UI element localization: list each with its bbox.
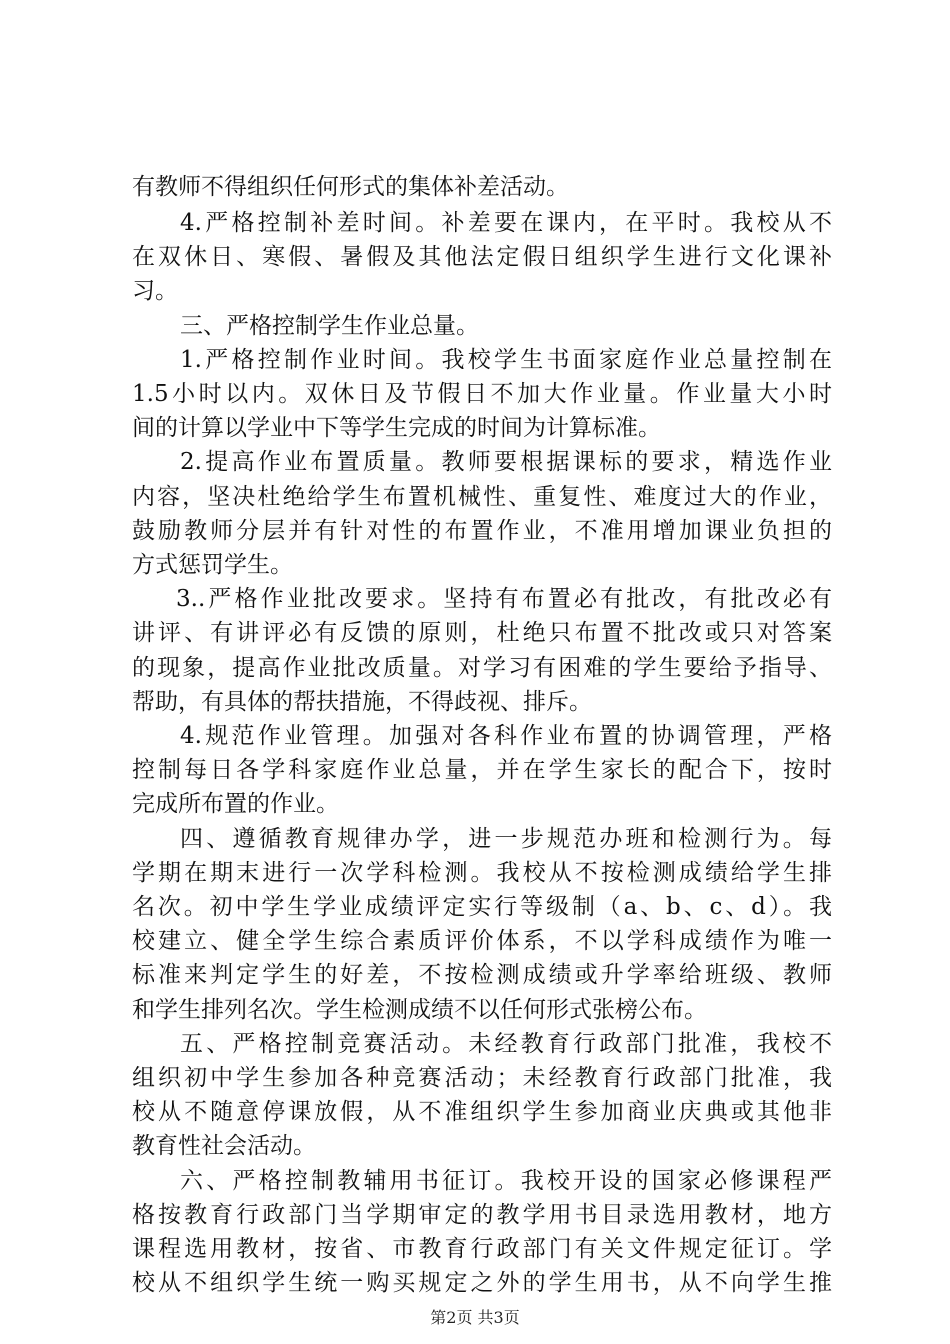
section-heading: 三、严格控制学生作业总量。 (180, 313, 479, 339)
text-line: 校建立、健全学生综合素质评价体系，不以学科成绩作为唯一 (132, 928, 832, 954)
section-heading: 六、严格控制教辅用书征订。我校开设的国家必修课程严 (180, 1168, 832, 1194)
text-line: 1.严格控制作业时间。我校学生书面家庭作业总量控制在 (180, 347, 832, 373)
text-line: 鼓励教师分层并有针对性的布置作业，不准用增加课业负担的 (132, 518, 832, 544)
section-heading: 四、遵循教育规律办学，进一步规范办班和检测行为。每 (180, 826, 832, 852)
text-line: 内容，坚决杜绝给学生布置机械性、重复性、难度过大的作业， (132, 484, 832, 510)
text-line: 4.严格控制补差时间。补差要在课内，在平时。我校从不 (180, 210, 832, 236)
text-line: 4.规范作业管理。加强对各科作业布置的协调管理，严格 (180, 723, 832, 749)
text-line: 方式惩罚学生。 (132, 552, 293, 578)
text-line: 课程选用教材，按省、市教育行政部门有关文件规定征订。学 (132, 1236, 832, 1262)
text-line: 帮助，有具体的帮扶措施，不得歧视、排斥。 (132, 689, 592, 715)
text-line: 3..严格作业批改要求。坚持有布置必有批改，有批改必有 (176, 586, 832, 612)
text-line: 的现象，提高作业批改质量。对学习有困难的学生要给予指导、 (132, 655, 832, 681)
text-line: 讲评、有讲评必有反馈的原则，杜绝只布置不批改或只对答案 (132, 620, 832, 646)
text-line: 完成所布置的作业。 (132, 791, 339, 817)
text-line: 名次。初中学生学业成绩评定实行等级制（a、b、c、d）。我 (132, 894, 832, 920)
page-number-footer: 第2页 共3页 (430, 1308, 520, 1327)
text-line: 标准来判定学生的好差，不按检测成绩或升学率给班级、教师 (132, 962, 832, 988)
text-line: 教育性社会活动。 (132, 1133, 316, 1159)
text-line: 有教师不得组织任何形式的集体补差活动。 (132, 174, 569, 200)
text-line: 组织初中学生参加各种竞赛活动；未经教育行政部门批准，我 (132, 1065, 832, 1091)
text-line: 2.提高作业布置质量。教师要根据课标的要求，精选作业 (180, 449, 832, 475)
text-line: 学期在期末进行一次学科检测。我校从不按检测成绩给学生排 (132, 860, 832, 886)
text-line: 1.5小时以内。双休日及节假日不加大作业量。作业量大小时 (132, 381, 832, 407)
text-line: 习。 (132, 278, 178, 304)
text-line: 格按教育行政部门当学期审定的教学用书目录选用教材，地方 (132, 1202, 832, 1228)
text-line: 校从不组织学生统一购买规定之外的学生用书，从不向学生推 (132, 1270, 832, 1296)
text-line: 控制每日各学科家庭作业总量，并在学生家长的配合下，按时 (132, 757, 832, 783)
section-heading: 五、严格控制竞赛活动。未经教育行政部门批准，我校不 (180, 1031, 832, 1057)
text-line: 和学生排列名次。学生检测成绩不以任何形式张榜公布。 (132, 997, 707, 1023)
text-line: 校从不随意停课放假，从不准组织学生参加商业庆典或其他非 (132, 1099, 832, 1125)
text-line: 在双休日、寒假、暑假及其他法定假日组织学生进行文化课补 (132, 244, 832, 270)
text-line: 间的计算以学业中下等学生完成的时间为计算标准。 (132, 415, 661, 441)
